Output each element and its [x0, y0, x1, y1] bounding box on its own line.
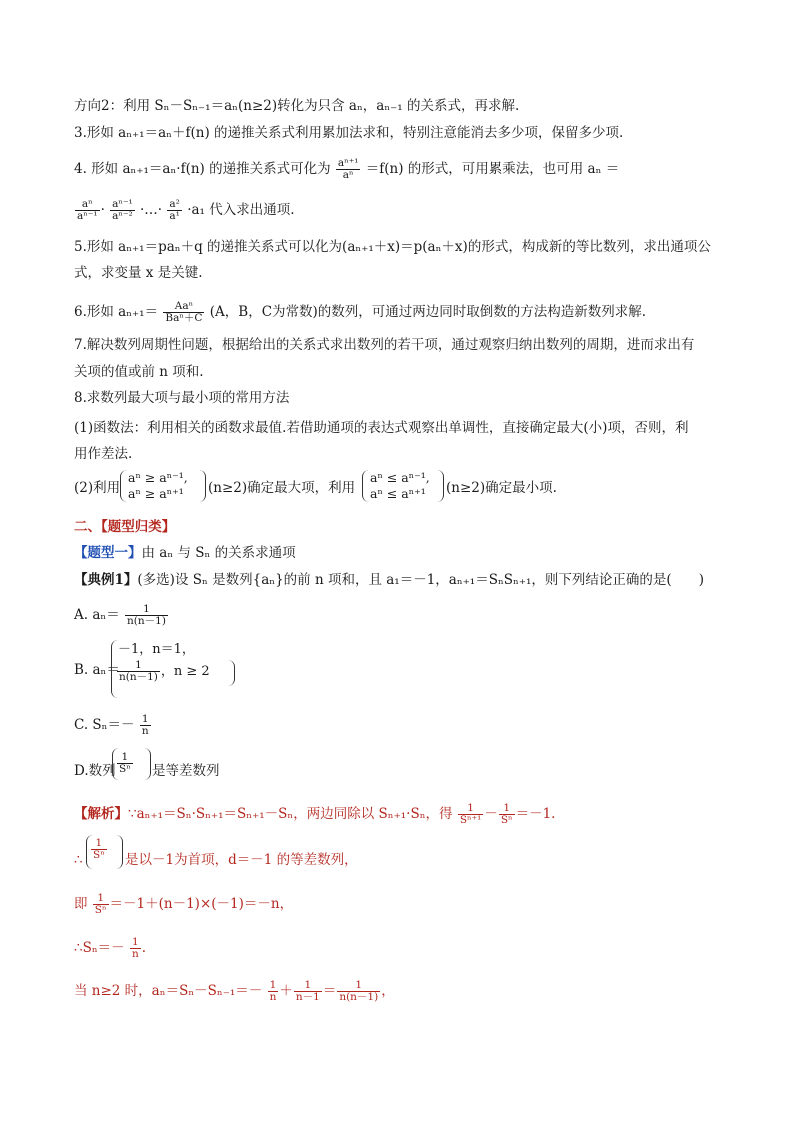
text-segment: 4. 形如 aₙ₊₁＝aₙ·f(n) 的递推关系式可化为	[74, 161, 331, 177]
text-segment: (A，B，C为常数)的数列，可通过两边同时取倒数的方法构造新数列求解.	[209, 304, 647, 320]
analysis-line: 当 n≥2 时，aₙ＝Sₙ－Sₙ₋₁＝－ $\frac{1}{n}$ ＋ $\frac{1}{n-1}$ ＝ $\frac{1}{n(n-1)}$ ，	[74, 979, 395, 1003]
option-c: C. Sₙ＝－ $\frac{1}{n}$	[74, 713, 149, 737]
system-row: aⁿ ≤ aⁿ⁻¹,	[370, 470, 430, 485]
text-line: 8.求数列最大项与最小项的常用方法	[74, 390, 290, 406]
text-line: 用作差法.	[74, 446, 133, 462]
text-line: (2)利用	[74, 480, 121, 496]
text-segment: ·a₁ 代入求出通项.	[187, 202, 295, 218]
system-row: aⁿ ≥ aⁿ⁺¹	[128, 486, 184, 501]
option-b-prefix: B. aₙ＝	[74, 662, 120, 678]
option-d-prefix: D.数列	[74, 763, 116, 779]
analysis-line: 【解析】∵aₙ₊₁＝Sₙ·Sₙ₊₁＝Sₙ₊₁－Sₙ，两边同除以 Sₙ₊₁·Sₙ，得 $\frac{1}{\text{Sⁿ⁺¹}}$ － $\frac{1}{\text{Sⁿ}}$ ＝－1.	[74, 802, 556, 826]
fraction: $\frac{1}{\text{Sⁿ}}$	[500, 802, 513, 826]
case-row: $\frac{1}{n(n-1)}$ ，n ≥ 2	[119, 659, 210, 683]
fraction: $\frac{1}{n}$	[141, 713, 149, 737]
right-brace	[199, 470, 206, 502]
type-label: 【题型一】	[74, 545, 142, 561]
text-line	[74, 301, 646, 324]
right-brace	[116, 835, 123, 869]
analysis-line: ∴Sₙ＝－ $\frac{1}{n}$ .	[74, 936, 147, 960]
left-brace	[120, 470, 127, 502]
text-line: (1)函数法：利用相关的函数求最值.若借助通项的表达式观察出单调性，直接确定最大(小)项，否则，利	[74, 420, 689, 436]
fraction: $\frac{1}{\text{Sⁿ}}$	[93, 837, 105, 861]
left-brace	[362, 470, 369, 502]
option-a: A. aₙ＝ $\frac{1}{n(n-1)}$	[74, 603, 166, 627]
option-d-tail: 是等差数列	[152, 763, 220, 779]
text-line: $\frac{\text{aⁿ}}{\text{aⁿ⁻¹}}$ · $\frac{\text{aⁿ⁻¹}}{\text{aⁿ⁻²}}$ ·…· $\frac{\text{a²}}{\text{a¹}}$ ·a₁ 代入求出通项.	[77, 198, 295, 222]
fraction: $\frac{1}{n(n-1)}$	[127, 603, 166, 627]
text-segment: ·…·	[140, 202, 163, 218]
type-heading	[74, 544, 296, 562]
example-label: 【典例1】	[74, 572, 138, 588]
text-line: (n≥2)确定最大项，利用	[208, 480, 356, 496]
text-segment: 6.形如 aₙ₊₁＝	[74, 304, 159, 320]
fraction: $\frac{\text{aⁿ}}{\text{aⁿ⁻¹}}$	[77, 198, 98, 222]
text-line: (n≥2)确定最小项.	[446, 480, 557, 496]
text-line: 7.解决数列周期性问题，根据给出的关系式求出数列的若干项，通过观察归纳出数列的周期，进而求出有	[74, 337, 695, 353]
analysis-line: 即 $\frac{1}{\text{Sⁿ}}$ ＝－1＋(n－1)×(－1)＝－n，	[74, 892, 294, 916]
fraction: $\frac{1}{n(n-1)}$	[339, 979, 379, 1003]
analysis-label: 【解析】	[74, 806, 128, 822]
example-line	[74, 571, 704, 589]
text-line: 5.形如 aₙ₊₁＝paₙ＋q 的递推关系式可以化为(aₙ₊₁＋x)＝p(aₙ＋x)的形式，构成新的等比数列，求出通项公	[74, 239, 711, 255]
text-line: 关项的值或前 n 项和.	[74, 364, 204, 380]
example-text: (多选)设 Sₙ 是数列{aₙ}的前 n 项和，且 a₁＝－1，aₙ₊₁＝SₙSₙ₊₁，则下列结论正确的是( )	[137, 572, 704, 588]
fraction: $\frac{1}{n-1}$	[295, 979, 320, 1003]
analysis-line: ∴	[74, 852, 83, 868]
system-row: aⁿ ≥ aⁿ⁻¹,	[128, 470, 188, 485]
fraction: $\frac{1}{n}$	[131, 936, 139, 960]
fraction: $\frac{\text{aⁿ⁺¹}}{\text{aⁿ}}$	[337, 157, 359, 181]
type-text: 由 aₙ 与 Sₙ 的关系求通项	[141, 545, 296, 561]
fraction: $\frac{\text{Aaⁿ}}{\text{Baⁿ＋C}}$	[165, 300, 203, 324]
text-segment: ＝f(n) 的形式，可用累乘法，也可用 aₙ ＝	[365, 161, 620, 177]
text-line: 3.形如 aₙ₊₁＝aₙ＋f(n) 的递推关系式利用累加法求和，特别注意能消去多少项，保留多少项.	[74, 125, 624, 141]
section-heading: 二、【题型归类】	[74, 519, 176, 535]
fraction: $\frac{1}{n}$	[269, 979, 277, 1003]
fraction: $\frac{1}{\text{Sⁿ⁺¹}}$	[459, 802, 482, 826]
fraction: $\frac{1}{n(n-1)}$	[119, 659, 158, 683]
right-brace	[144, 748, 151, 780]
text-line: 方向2：利用 Sₙ－Sₙ₋₁＝aₙ(n≥2)转化为只含 aₙ，aₙ₋₁ 的关系式，再求解.	[74, 98, 520, 114]
fraction: $\frac{1}{\text{Sⁿ}}$	[94, 892, 107, 916]
fraction: $\frac{\text{aⁿ⁻¹}}{\text{aⁿ⁻²}}$	[112, 198, 133, 222]
text-line: 式，求变量 x 是关键.	[74, 265, 203, 281]
analysis-line: 是以－1为首项，d＝－1 的等差数列，	[125, 852, 358, 868]
system-row: aⁿ ≤ aⁿ⁺¹	[370, 486, 426, 501]
text-line	[74, 158, 619, 181]
fraction: $\frac{\text{a²}}{\text{a¹}}$	[169, 198, 180, 222]
right-brace	[437, 470, 444, 502]
right-brace	[228, 660, 235, 686]
fraction-block	[116, 752, 134, 775]
fraction-block	[90, 838, 108, 861]
fraction: $\frac{1}{\text{Sⁿ}}$	[119, 751, 131, 775]
case-row: －1，n＝1，	[118, 642, 195, 657]
